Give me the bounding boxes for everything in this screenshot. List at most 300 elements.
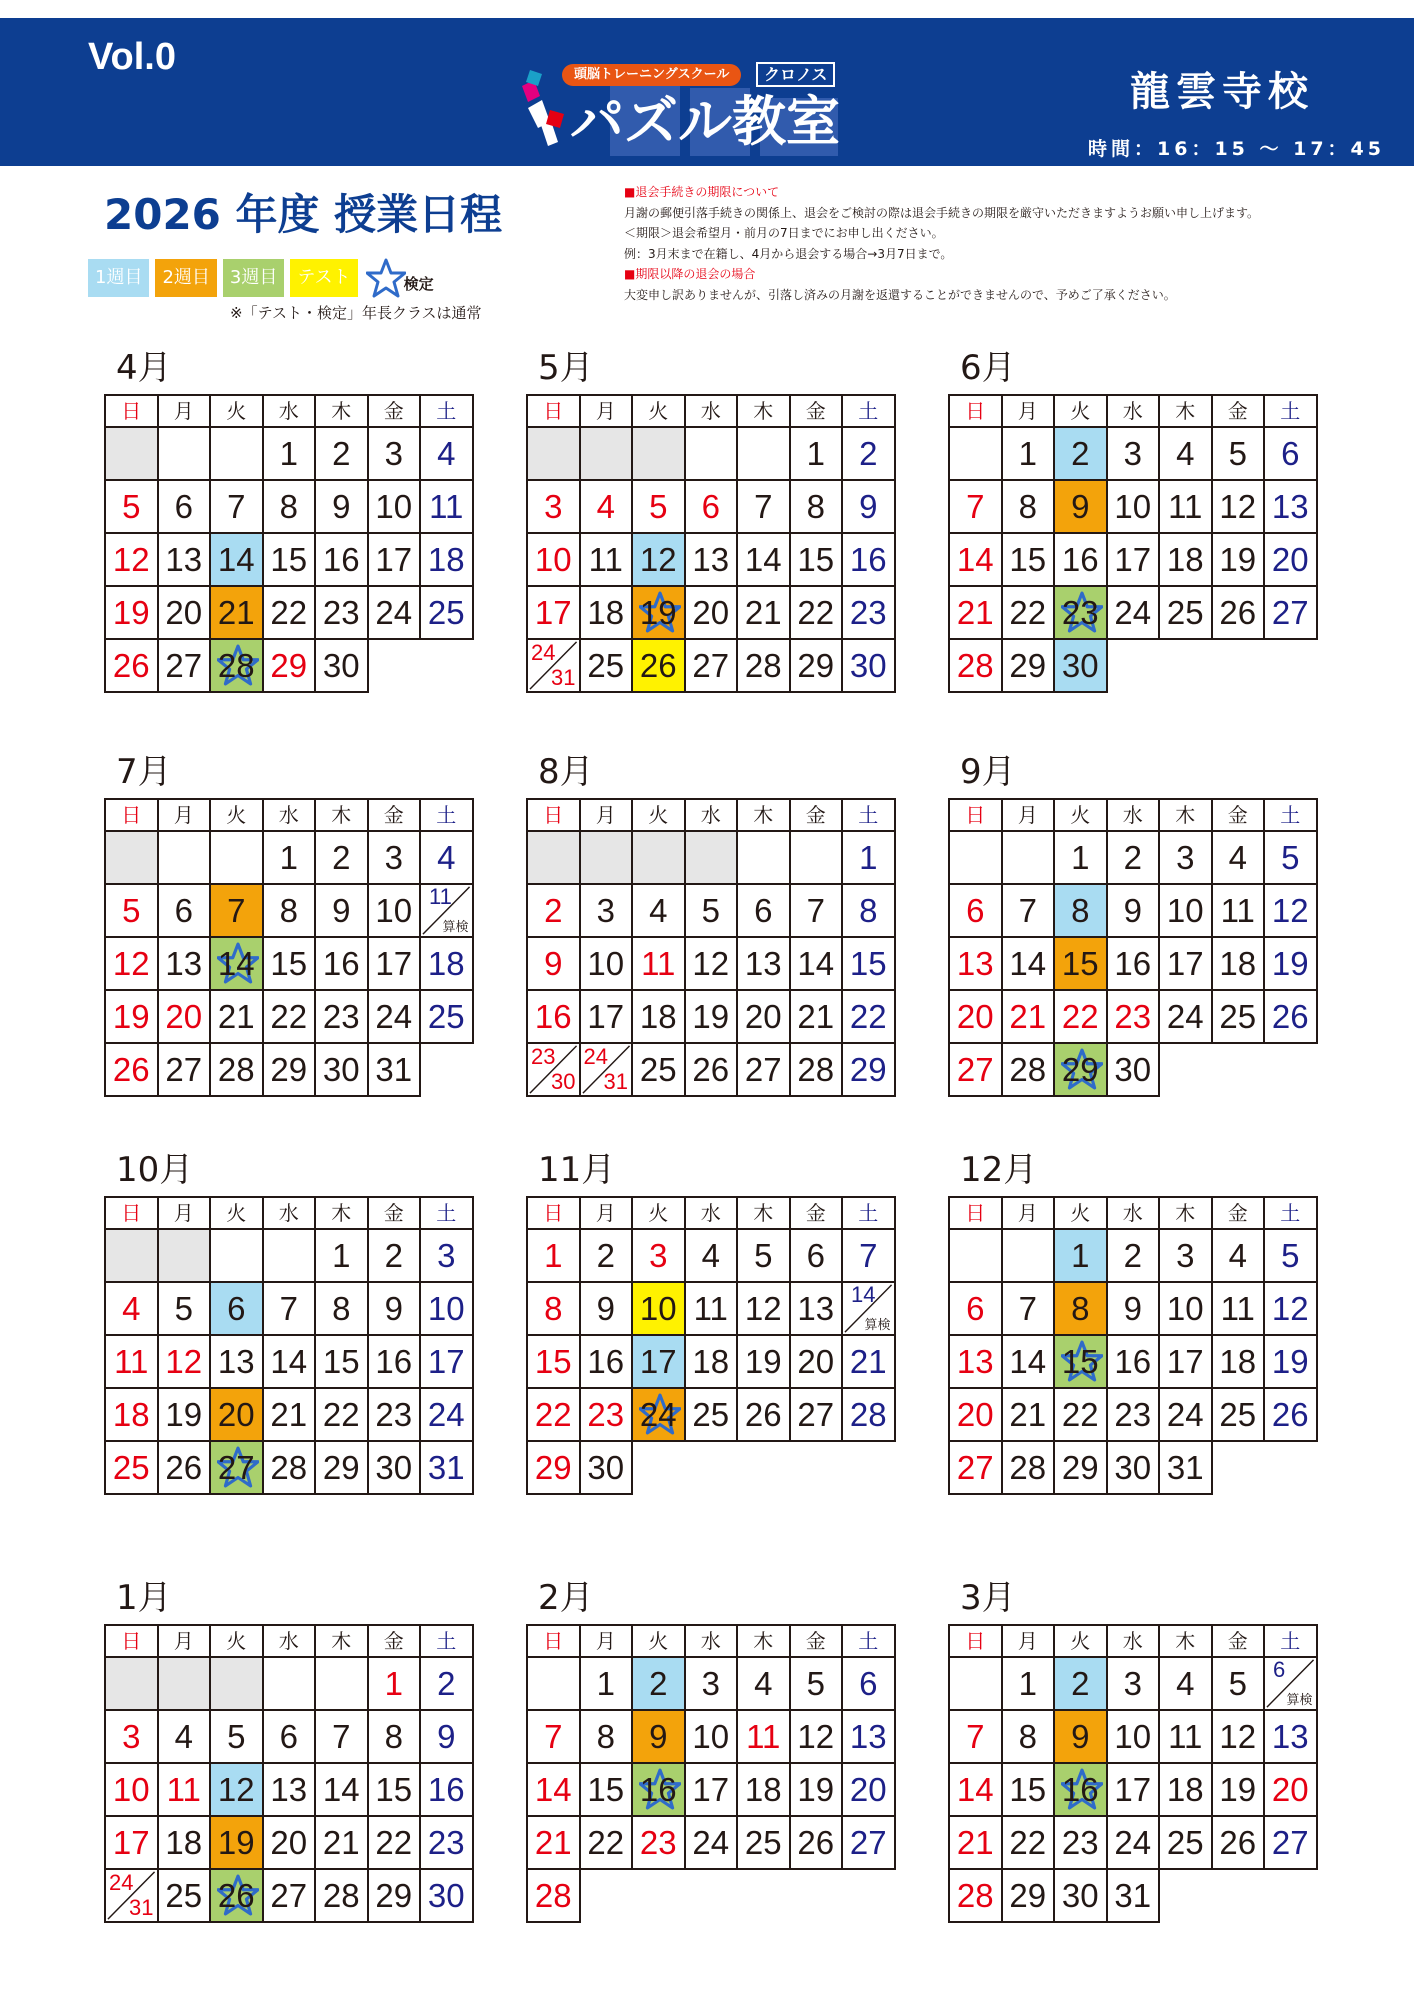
day-cell xyxy=(316,534,369,587)
day-cell xyxy=(106,1764,159,1817)
math-test-label: 算検 xyxy=(442,919,469,934)
day-number: 25 xyxy=(165,1877,203,1914)
day-number: 11 xyxy=(1168,488,1203,525)
day-number: 3 xyxy=(1176,839,1195,876)
day-cell xyxy=(950,1870,1003,1923)
day-number: 22 xyxy=(534,1396,572,1433)
day-cell xyxy=(1160,991,1213,1044)
weekday-header: 月 xyxy=(1003,396,1056,428)
day-cell xyxy=(369,1764,422,1817)
day-number: 4 xyxy=(437,839,456,876)
day-cell xyxy=(1213,991,1266,1044)
day-number: 9 xyxy=(1071,1718,1090,1755)
logo xyxy=(520,40,880,158)
day-cell xyxy=(950,1389,1003,1442)
day-cell xyxy=(159,481,212,534)
day-cell xyxy=(738,640,791,693)
day-number: 1 xyxy=(806,435,825,472)
day-number: 6 xyxy=(227,1290,246,1327)
day-cell xyxy=(686,1764,739,1817)
day-number: 23 xyxy=(849,594,887,631)
day-number: 13 xyxy=(1271,1718,1309,1755)
day-number: 4 xyxy=(1176,435,1195,472)
day-number: 23 xyxy=(375,1396,413,1433)
day-cell xyxy=(316,1711,369,1764)
day-number: 9 xyxy=(332,892,351,929)
weekday-header: 木 xyxy=(316,800,369,832)
weekday-header: 土 xyxy=(421,1626,474,1658)
blank-slot xyxy=(791,1442,844,1495)
day-cell xyxy=(791,885,844,938)
day-cell xyxy=(159,1870,212,1923)
weekday-header: 火 xyxy=(211,1626,264,1658)
day-number: 6 xyxy=(1273,1657,1286,1682)
day-number: 16 xyxy=(534,998,572,1035)
day-cell xyxy=(738,587,791,640)
day-number: 7 xyxy=(859,1237,878,1274)
weekday-header: 水 xyxy=(686,800,739,832)
day-number: 25 xyxy=(587,647,625,684)
day-cell xyxy=(159,1389,212,1442)
day-cell xyxy=(686,1336,739,1389)
day-cell xyxy=(106,1711,159,1764)
day-number: 17 xyxy=(534,594,572,631)
day-cell xyxy=(369,1658,422,1711)
day-cell xyxy=(581,1442,634,1495)
weekday-header: 土 xyxy=(1265,1198,1318,1230)
day-cell xyxy=(950,481,1003,534)
day-cell xyxy=(159,885,212,938)
day-cell xyxy=(1108,1044,1161,1097)
month-calendar xyxy=(948,1150,1318,1495)
day-cell xyxy=(369,1336,422,1389)
day-cell xyxy=(211,885,264,938)
day-cell xyxy=(421,1283,474,1336)
day-number: 11 xyxy=(166,1771,201,1808)
day-cell xyxy=(686,534,739,587)
day-number: 23 xyxy=(1114,998,1152,1035)
day-number: 21 xyxy=(956,1824,994,1861)
day-cell xyxy=(1160,1230,1213,1283)
day-number: 24 xyxy=(1166,998,1204,1035)
weekday-header: 日 xyxy=(950,1626,1003,1658)
day-cell xyxy=(316,481,369,534)
day-cell xyxy=(1160,832,1213,885)
day-number: 26 xyxy=(1271,998,1309,1035)
day-cell xyxy=(159,534,212,587)
day-number: 18 xyxy=(692,1343,730,1380)
weekday-header: 木 xyxy=(1160,1626,1213,1658)
page-title: 2026 年度 授業日程 xyxy=(104,190,503,239)
day-number: 1 xyxy=(596,1665,615,1702)
day-number: 14 xyxy=(534,1771,572,1808)
day-cell xyxy=(421,885,474,938)
day-number: 29 xyxy=(849,1051,887,1088)
day-number: 25 xyxy=(1166,594,1204,631)
day-cell xyxy=(581,481,634,534)
day-number: 19 xyxy=(1271,945,1309,982)
day-cell xyxy=(211,1283,264,1336)
day-cell xyxy=(1108,1389,1161,1442)
day-number: 11 xyxy=(641,945,676,982)
day-cell xyxy=(1160,481,1213,534)
day-number: 27 xyxy=(165,647,203,684)
day-number: 30 xyxy=(551,1069,576,1094)
day-cell xyxy=(264,481,317,534)
day-number: 17 xyxy=(375,945,413,982)
day-number: 30 xyxy=(849,647,887,684)
day-cell xyxy=(581,534,634,587)
weekday-header: 土 xyxy=(421,1198,474,1230)
day-cell xyxy=(1213,1283,1266,1336)
logo-title: パズル教室 xyxy=(570,90,840,153)
day-cell xyxy=(843,1658,896,1711)
month-grid xyxy=(948,1196,1318,1495)
weekday-header: 火 xyxy=(211,396,264,428)
day-cell xyxy=(1003,1389,1056,1442)
day-cell xyxy=(106,885,159,938)
notice-line: ＜期限＞退会希望月・前月の7日までにお申し出ください。 xyxy=(624,226,944,240)
day-cell xyxy=(1160,1658,1213,1711)
day-cell xyxy=(1265,885,1318,938)
day-cell xyxy=(633,481,686,534)
day-number: 24 xyxy=(109,1870,134,1895)
day-number: 4 xyxy=(596,488,615,525)
day-number: 7 xyxy=(1018,892,1037,929)
day-number: 2 xyxy=(384,1237,403,1274)
day-cell xyxy=(1265,1389,1318,1442)
day-cell xyxy=(1003,991,1056,1044)
day-number: 2 xyxy=(332,435,351,472)
day-cell xyxy=(264,1870,317,1923)
day-cell xyxy=(369,1711,422,1764)
day-cell xyxy=(1108,1870,1161,1923)
weekday-header: 土 xyxy=(843,396,896,428)
star-icon xyxy=(366,258,406,298)
weekday-header: 木 xyxy=(316,396,369,428)
day-cell xyxy=(528,1442,581,1495)
day-cell xyxy=(1003,1817,1056,1870)
day-cell xyxy=(633,1658,686,1711)
day-cell xyxy=(1265,1336,1318,1389)
day-number: 11 xyxy=(588,541,623,578)
day-cell xyxy=(1108,991,1161,1044)
day-number: 6 xyxy=(279,1718,298,1755)
day-number: 22 xyxy=(322,1396,360,1433)
day-number: 31 xyxy=(1114,1877,1152,1914)
class-time: 時間：16：15 〜 17：45 xyxy=(1088,138,1385,160)
day-cell xyxy=(421,534,474,587)
weekday-header: 土 xyxy=(1265,800,1318,832)
day-cell xyxy=(686,481,739,534)
day-number: 21 xyxy=(744,594,782,631)
day-cell xyxy=(528,991,581,1044)
day-cell xyxy=(369,1230,422,1283)
day-number: 12 xyxy=(744,1290,782,1327)
day-cell xyxy=(1108,1230,1161,1283)
blank-slot xyxy=(369,640,422,693)
day-cell xyxy=(1213,1711,1266,1764)
day-number: 24 xyxy=(375,998,413,1035)
day-number: 17 xyxy=(1166,945,1204,982)
day-number: 24 xyxy=(375,594,413,631)
day-cell xyxy=(950,1283,1003,1336)
empty-day-cell xyxy=(159,832,212,885)
empty-day-cell xyxy=(159,1658,212,1711)
day-number: 25 xyxy=(427,998,465,1035)
notice-heading: ■期限以降の退会の場合 xyxy=(624,267,756,281)
day-number: 7 xyxy=(227,892,246,929)
day-number: 30 xyxy=(375,1449,413,1486)
day-cell xyxy=(316,991,369,1044)
weekday-header: 火 xyxy=(211,800,264,832)
day-cell xyxy=(211,1870,264,1923)
day-cell xyxy=(738,1336,791,1389)
day-cell xyxy=(950,991,1003,1044)
day-number: 18 xyxy=(427,541,465,578)
day-cell xyxy=(843,1389,896,1442)
day-cell xyxy=(1003,938,1056,991)
blank-slot xyxy=(1213,1442,1266,1495)
blank-slot xyxy=(1160,640,1213,693)
weekday-header: 水 xyxy=(686,396,739,428)
day-cell xyxy=(211,1442,264,1495)
day-cell xyxy=(106,1389,159,1442)
day-number: 15 xyxy=(375,1771,413,1808)
day-cell xyxy=(843,938,896,991)
day-number: 18 xyxy=(639,998,677,1035)
weekday-header: 火 xyxy=(1055,1198,1108,1230)
day-cell xyxy=(738,885,791,938)
blank-slot xyxy=(581,1870,634,1923)
day-number: 6 xyxy=(859,1665,878,1702)
day-number: 2 xyxy=(649,1665,668,1702)
weekday-header: 日 xyxy=(528,800,581,832)
day-cell xyxy=(1213,534,1266,587)
day-cell xyxy=(738,938,791,991)
day-cell xyxy=(1108,1336,1161,1389)
day-number: 11 xyxy=(429,884,452,909)
day-cell xyxy=(1003,1044,1056,1097)
day-cell xyxy=(211,1389,264,1442)
day-number: 24 xyxy=(531,640,556,665)
day-number: 1 xyxy=(279,839,298,876)
day-number: 20 xyxy=(270,1824,308,1861)
month-grid xyxy=(948,394,1318,693)
day-cell xyxy=(738,481,791,534)
day-cell xyxy=(1213,885,1266,938)
day-cell xyxy=(316,640,369,693)
blank-slot xyxy=(1265,1442,1318,1495)
day-number: 27 xyxy=(692,647,730,684)
day-cell xyxy=(581,1711,634,1764)
day-number: 1 xyxy=(544,1237,563,1274)
day-cell xyxy=(264,1336,317,1389)
day-number: 24 xyxy=(639,1396,677,1433)
day-number: 27 xyxy=(270,1877,308,1914)
day-number: 4 xyxy=(1228,1237,1247,1274)
weekday-header: 月 xyxy=(159,1198,212,1230)
day-number: 23 xyxy=(587,1396,625,1433)
day-cell xyxy=(421,1711,474,1764)
day-number: 7 xyxy=(966,488,985,525)
month-calendar xyxy=(526,1150,896,1495)
volume-label: Vol.0 xyxy=(88,36,176,78)
day-number: 4 xyxy=(174,1718,193,1755)
day-number: 7 xyxy=(227,488,246,525)
day-number: 18 xyxy=(1219,1343,1257,1380)
day-cell xyxy=(791,481,844,534)
month-title: 6月 xyxy=(960,348,1016,388)
day-cell xyxy=(528,587,581,640)
weekday-header: 金 xyxy=(791,800,844,832)
day-number: 26 xyxy=(165,1449,203,1486)
day-number: 3 xyxy=(649,1237,668,1274)
day-cell xyxy=(1108,1817,1161,1870)
day-cell xyxy=(316,1764,369,1817)
day-number: 10 xyxy=(587,945,625,982)
day-number: 7 xyxy=(279,1290,298,1327)
legend-note: ※「テスト・検定」年長クラスは通常 xyxy=(230,304,482,322)
day-cell xyxy=(264,428,317,481)
day-cell xyxy=(738,1044,791,1097)
day-number: 19 xyxy=(1271,1343,1309,1380)
day-number: 12 xyxy=(112,541,150,578)
day-number: 5 xyxy=(1228,1665,1247,1702)
day-number: 12 xyxy=(112,945,150,982)
day-cell xyxy=(528,1044,581,1097)
day-number: 9 xyxy=(544,945,563,982)
month-title: 1月 xyxy=(116,1578,172,1618)
blank-slot xyxy=(1213,1044,1266,1097)
day-cell xyxy=(1055,587,1108,640)
day-number: 18 xyxy=(1166,541,1204,578)
day-number: 28 xyxy=(270,1449,308,1486)
empty-day-cell xyxy=(738,832,791,885)
day-cell xyxy=(106,991,159,1044)
day-number: 20 xyxy=(744,998,782,1035)
day-number: 11 xyxy=(693,1290,728,1327)
day-cell xyxy=(528,1817,581,1870)
day-cell xyxy=(264,534,317,587)
day-number: 10 xyxy=(427,1290,465,1327)
day-cell xyxy=(791,1230,844,1283)
day-number: 13 xyxy=(692,541,730,578)
day-number: 24 xyxy=(1114,1824,1152,1861)
day-number: 15 xyxy=(797,541,835,578)
empty-day-cell xyxy=(106,1658,159,1711)
day-number: 8 xyxy=(279,488,298,525)
day-cell xyxy=(633,885,686,938)
weekday-header: 土 xyxy=(843,800,896,832)
day-number: 3 xyxy=(701,1665,720,1702)
day-cell xyxy=(686,1658,739,1711)
day-cell xyxy=(264,587,317,640)
day-number: 5 xyxy=(1228,435,1247,472)
day-number: 26 xyxy=(112,647,150,684)
day-number: 26 xyxy=(1219,594,1257,631)
day-number: 4 xyxy=(437,435,456,472)
day-cell xyxy=(791,1764,844,1817)
day-cell xyxy=(106,640,159,693)
day-cell xyxy=(581,640,634,693)
blank-slot xyxy=(1160,1870,1213,1923)
day-number: 30 xyxy=(322,1051,360,1088)
day-number: 4 xyxy=(1176,1665,1195,1702)
day-cell xyxy=(211,481,264,534)
day-number: 13 xyxy=(956,945,994,982)
day-number: 29 xyxy=(1061,1051,1099,1088)
day-number: 20 xyxy=(1271,541,1309,578)
weekday-header: 火 xyxy=(1055,1626,1108,1658)
empty-day-cell xyxy=(528,1658,581,1711)
day-cell xyxy=(528,534,581,587)
day-cell xyxy=(1213,938,1266,991)
day-number: 3 xyxy=(384,839,403,876)
withdrawal-notice xyxy=(624,182,1259,305)
school-name: 龍雲寺校 xyxy=(1130,69,1314,115)
weekday-header: 月 xyxy=(1003,1626,1056,1658)
day-cell xyxy=(843,640,896,693)
weekday-header: 水 xyxy=(264,396,317,428)
day-cell xyxy=(950,1817,1003,1870)
day-number: 7 xyxy=(1018,1290,1037,1327)
empty-day-cell xyxy=(528,832,581,885)
day-cell xyxy=(633,1817,686,1870)
day-cell xyxy=(264,885,317,938)
month-calendar xyxy=(948,1578,1318,1923)
day-cell xyxy=(1265,428,1318,481)
day-number: 6 xyxy=(754,892,773,929)
day-cell xyxy=(1055,1230,1108,1283)
day-number: 15 xyxy=(1061,1343,1099,1380)
day-number: 17 xyxy=(639,1343,677,1380)
day-cell xyxy=(421,1230,474,1283)
day-number: 10 xyxy=(375,892,413,929)
day-cell xyxy=(843,1230,896,1283)
day-number: 14 xyxy=(851,1282,876,1307)
day-number: 23 xyxy=(322,594,360,631)
day-cell xyxy=(843,481,896,534)
day-cell xyxy=(1213,1764,1266,1817)
day-number: 24 xyxy=(1166,1396,1204,1433)
day-number: 10 xyxy=(375,488,413,525)
weekday-header: 木 xyxy=(738,1198,791,1230)
day-cell xyxy=(791,428,844,481)
day-number: 23 xyxy=(1061,594,1099,631)
day-cell xyxy=(1213,428,1266,481)
day-cell xyxy=(1160,1442,1213,1495)
day-cell xyxy=(1055,1711,1108,1764)
day-cell xyxy=(791,1283,844,1336)
day-cell xyxy=(581,1336,634,1389)
day-cell xyxy=(1160,1817,1213,1870)
day-cell xyxy=(528,885,581,938)
day-number: 28 xyxy=(797,1051,835,1088)
weekday-header: 木 xyxy=(738,1626,791,1658)
day-cell xyxy=(316,1336,369,1389)
day-cell xyxy=(633,587,686,640)
day-number: 1 xyxy=(384,1665,403,1702)
day-cell xyxy=(1055,1283,1108,1336)
month-calendar xyxy=(948,348,1318,693)
day-cell xyxy=(1160,587,1213,640)
day-cell xyxy=(633,991,686,1044)
day-cell xyxy=(159,1336,212,1389)
weekday-header: 土 xyxy=(421,800,474,832)
day-cell xyxy=(421,938,474,991)
day-number: 28 xyxy=(1009,1449,1047,1486)
